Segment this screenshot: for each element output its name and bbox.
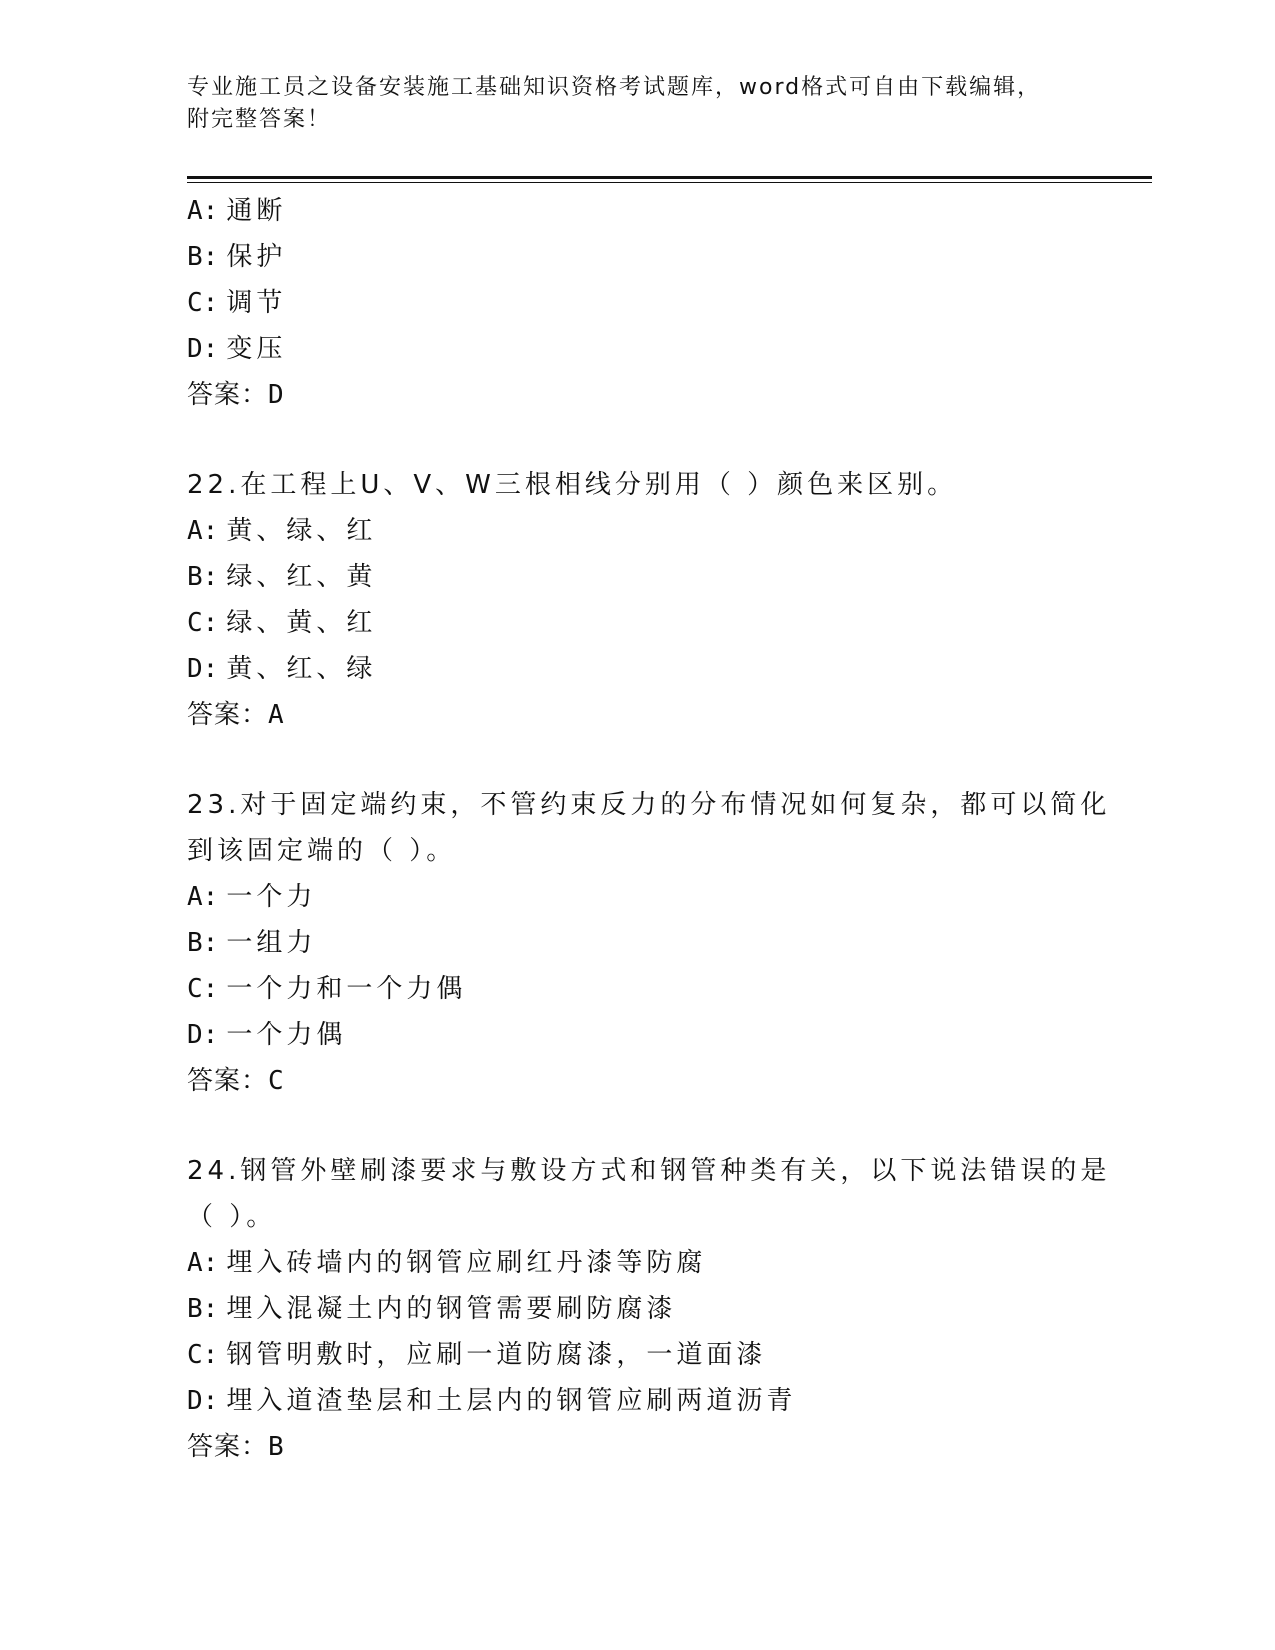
question-gap	[187, 418, 1087, 462]
answer-value: B	[268, 1432, 285, 1462]
option-label: C	[187, 288, 203, 318]
option-text: 一组力	[226, 928, 317, 958]
option-text: 黄、绿、红	[226, 516, 377, 546]
option-label: A	[187, 882, 203, 912]
answer-label: 答案：	[187, 1432, 269, 1462]
option-c	[187, 280, 1087, 326]
option-label: C	[187, 1340, 203, 1370]
option-separator: :	[202, 562, 219, 592]
option-text: 埋入混凝土内的钢管需要刷防腐漆	[226, 1294, 677, 1324]
question-24	[187, 1148, 1111, 1470]
option-label: A	[187, 516, 203, 546]
option-label: D	[187, 654, 203, 684]
question-21	[187, 188, 1087, 418]
option-b	[187, 234, 1087, 280]
option-label: B	[187, 928, 203, 958]
option-text: 一个力和一个力偶	[226, 974, 467, 1004]
option-separator: :	[202, 974, 219, 1004]
question-22	[187, 462, 1087, 738]
option-label: B	[187, 562, 203, 592]
option-c	[187, 966, 1087, 1012]
header-line-1: 专业施工员之设备安装施工基础知识资格考试题库，word格式可自由下载编辑，	[187, 75, 1042, 100]
option-separator: :	[202, 334, 219, 364]
option-text: 通断	[226, 196, 287, 226]
option-d	[187, 1012, 1087, 1058]
option-separator: :	[202, 242, 219, 272]
option-b	[187, 1286, 1087, 1332]
option-d	[187, 326, 1087, 372]
answer-label: 答案：	[187, 1066, 269, 1096]
question-list	[187, 188, 1111, 1470]
option-separator: :	[202, 1248, 219, 1278]
answer-line	[187, 372, 1087, 418]
option-text: 绿、红、黄	[226, 562, 377, 592]
option-text: 保护	[226, 242, 287, 272]
option-separator: :	[202, 928, 219, 958]
option-a	[187, 874, 1087, 920]
option-label: B	[187, 1294, 203, 1324]
option-separator: :	[202, 1340, 219, 1370]
option-b	[187, 920, 1087, 966]
header-rule-thick	[187, 176, 1152, 179]
question-stem-line-1: 24.钢管外壁刷漆要求与敷设方式和钢管种类有关，以下说法错误的是	[187, 1156, 1111, 1186]
header-rule-thin	[187, 182, 1152, 183]
option-separator: :	[202, 654, 219, 684]
option-c	[187, 600, 1087, 646]
option-separator: :	[202, 882, 219, 912]
option-text: 调节	[226, 288, 287, 318]
header-line-2: 附完整答案！	[187, 107, 332, 132]
option-a	[187, 508, 1087, 554]
answer-line	[187, 692, 1087, 738]
answer-line	[187, 1424, 1087, 1470]
question-stem-line-1: 23.对于固定端约束，不管约束反力的分布情况如何复杂，都可以简化	[187, 790, 1111, 820]
question-stem-line-1: 22.在工程上U、V、W三根相线分别用（ ）颜色来区别。	[187, 470, 958, 500]
option-text: 一个力	[226, 882, 317, 912]
option-separator: :	[202, 516, 219, 546]
option-label: A	[187, 196, 203, 226]
option-d	[187, 646, 1087, 692]
option-label: A	[187, 1248, 203, 1278]
option-c	[187, 1332, 1087, 1378]
question-23	[187, 782, 1111, 1104]
option-label: D	[187, 1386, 203, 1416]
option-text: 埋入道渣垫层和土层内的钢管应刷两道沥青	[226, 1386, 797, 1416]
option-b	[187, 554, 1087, 600]
option-text: 变压	[226, 334, 287, 364]
question-stem-line-2: （ ）。	[187, 1202, 277, 1232]
answer-line	[187, 1058, 1087, 1104]
option-text: 绿、黄、红	[226, 608, 377, 638]
answer-value: D	[268, 380, 285, 410]
option-text: 一个力偶	[226, 1020, 347, 1050]
option-separator: :	[202, 1386, 219, 1416]
answer-label: 答案：	[187, 700, 269, 730]
question-gap	[187, 738, 1087, 782]
answer-label: 答案：	[187, 380, 269, 410]
option-text: 钢管明敷时，应刷一道防腐漆，一道面漆	[226, 1340, 767, 1370]
document-header	[187, 72, 1067, 136]
option-separator: :	[202, 1020, 219, 1050]
option-text: 埋入砖墙内的钢管应刷红丹漆等防腐	[226, 1248, 707, 1278]
option-label: D	[187, 334, 203, 364]
answer-value: A	[268, 700, 285, 730]
option-label: C	[187, 974, 203, 1004]
option-separator: :	[202, 608, 219, 638]
option-label: B	[187, 242, 203, 272]
option-a	[187, 188, 1087, 234]
option-separator: :	[202, 196, 219, 226]
question-gap	[187, 1104, 1087, 1148]
option-separator: :	[202, 288, 219, 318]
answer-value: C	[268, 1066, 285, 1096]
option-label: C	[187, 608, 203, 638]
option-a	[187, 1240, 1087, 1286]
option-d	[187, 1378, 1087, 1424]
question-stem-line-2: 到该固定端的（ ）。	[187, 836, 457, 866]
option-separator: :	[202, 1294, 219, 1324]
option-text: 黄、红、绿	[226, 654, 377, 684]
option-label: D	[187, 1020, 203, 1050]
